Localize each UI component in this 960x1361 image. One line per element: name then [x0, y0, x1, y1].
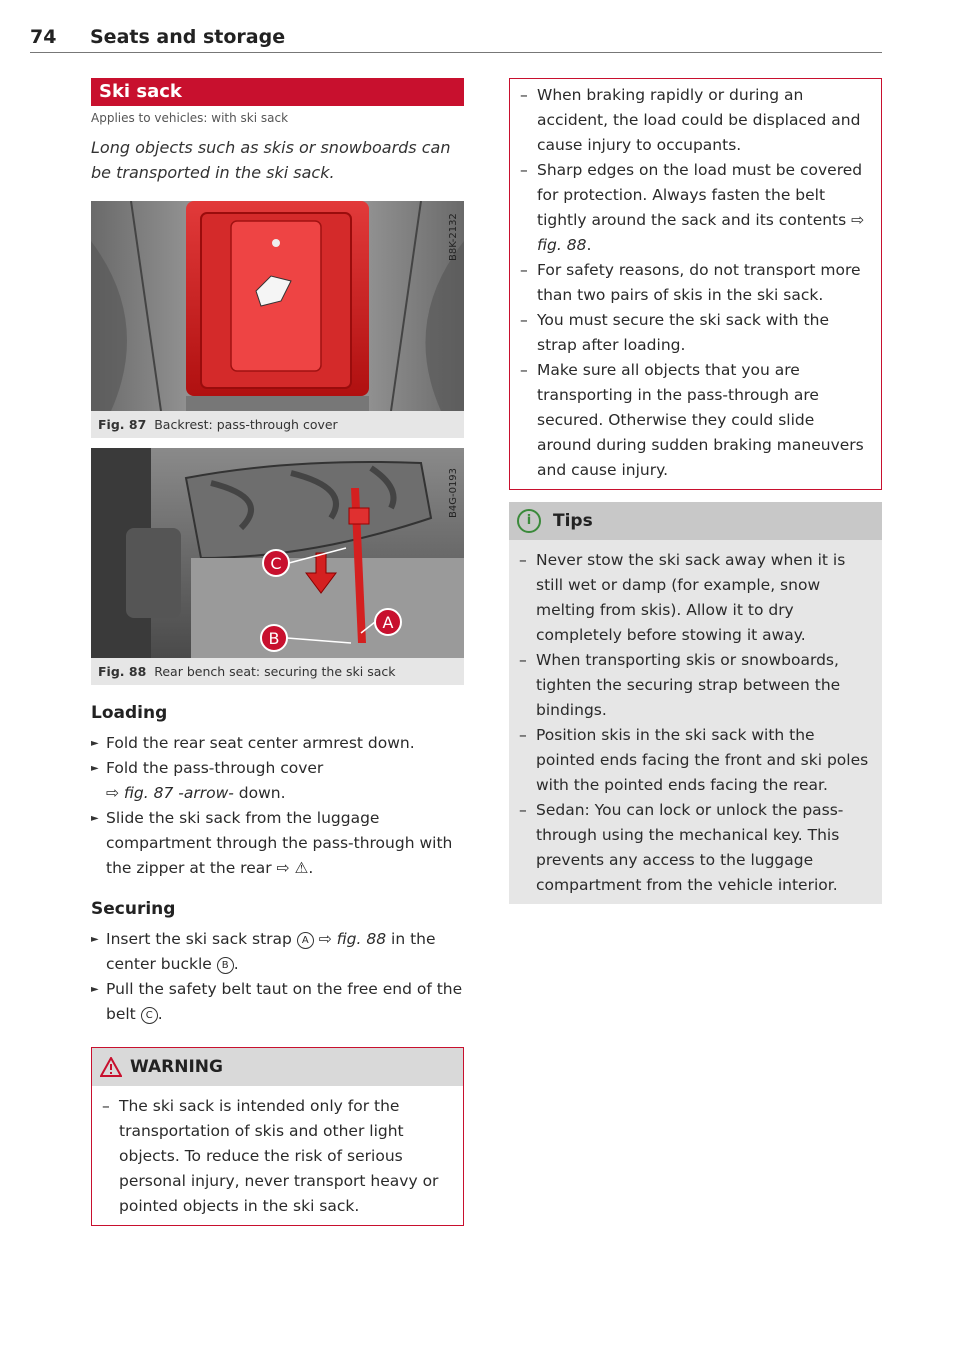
callout-c	[263, 550, 289, 576]
svg-text:A: A	[382, 613, 394, 632]
warning-title: WARNING	[130, 1057, 223, 1077]
warning-item: – For safety reasons, do not transport more than two pairs of skis in the ski sack.	[520, 258, 871, 308]
info-icon: i	[517, 509, 541, 533]
svg-text:B: B	[268, 629, 280, 648]
callout-b	[261, 625, 287, 651]
securing-step-1: ► Insert the ski sack strap A ⇨ fig. 88 in the center buckle B .	[91, 927, 464, 977]
left-column	[91, 78, 464, 1226]
warning-continuation	[509, 78, 882, 490]
callout-a	[375, 609, 401, 635]
warning-list-right	[510, 79, 881, 489]
page-header	[30, 22, 882, 53]
page-number: 74	[30, 26, 57, 48]
securing-step-2: ► Pull the safety belt taut on the free end of the belt C .	[91, 977, 464, 1027]
intro-text: Long objects such as skis or snowboards can be transported in the ski sack.	[91, 138, 451, 182]
fig-88-link[interactable]: ⇨ fig. 88	[537, 211, 865, 254]
securing-steps	[91, 927, 464, 1027]
tip-item: – When transporting skis or snowboards, tighten the securing strap between the bindings.	[519, 648, 872, 723]
fig-88-text: Rear bench seat: securing the ski sack	[154, 664, 396, 679]
tip-item: – Never stow the ski sack away when it is still wet or damp (for example, snow melting from skis). Allow it to dry completely before stowing it away.	[519, 548, 872, 648]
fig-88-code: B4G-0193	[448, 467, 459, 518]
section-title: Seats and storage	[90, 26, 286, 48]
warning-item: – Make sure all objects that you are transporting in the pass-through are secured. Otherwise they could slide around during sudden braking maneuvers and cause injury.	[520, 358, 871, 483]
right-column	[509, 78, 882, 904]
loading-step-2: ► Fold the pass-through cover ⇨ fig. 87 -arrow- down.	[91, 756, 464, 806]
ski-sack-heading: Ski sack	[91, 78, 464, 106]
warning-item: – You must secure the ski sack with the strap after loading.	[520, 308, 871, 358]
tips-title: Tips	[553, 511, 593, 531]
loading-heading: Loading	[91, 703, 168, 723]
loading-steps	[91, 731, 464, 881]
figure-87-caption	[91, 411, 464, 438]
warning-box	[91, 1047, 464, 1226]
pass-through-cover-illustration	[91, 201, 464, 411]
tips-list	[509, 540, 882, 904]
callout-c-ref: C	[141, 1007, 158, 1024]
loading-step-1: ► Fold the rear seat center armrest down.	[91, 731, 464, 756]
fig-88-link[interactable]: ⇨ fig. 88	[313, 930, 387, 948]
tips-header	[509, 502, 882, 540]
fig-87-label: Fig. 87	[98, 417, 147, 432]
warning-item: – When braking rapidly or during an accident, the load could be displaced and cause injury to occupants.	[520, 83, 871, 158]
figure-88-caption	[91, 658, 464, 685]
callout-a-ref: A	[297, 932, 314, 949]
applies-to: Applies to vehicles: with ski sack	[91, 111, 289, 125]
warning-item: – Sharp edges on the load must be covered for protection. Always fasten the belt tightly around the sack and its contents ⇨ fig. 88.	[520, 158, 871, 258]
warning-item: – The ski sack is intended only for the transportation of skis and other light objects. To reduce the risk of serious personal injury, never transport heavy or pointed objects in the ski sack.	[102, 1094, 453, 1219]
warning-icon	[100, 1057, 122, 1077]
securing-heading: Securing	[91, 899, 176, 919]
tips-box	[509, 502, 882, 904]
figure-87	[91, 201, 464, 438]
rear-bench-ski-sack-illustration	[91, 448, 464, 658]
fig-87-text: Backrest: pass-through cover	[154, 417, 338, 432]
fig-88-label: Fig. 88	[98, 664, 147, 679]
callout-b-ref: B	[217, 957, 234, 974]
tip-item: – Position skis in the ski sack with the pointed ends facing the front and ski poles with the pointed ends facing the rear.	[519, 723, 872, 798]
fig-87-link[interactable]: ⇨ fig. 87 -arrow-	[106, 784, 234, 802]
loading-step-3: ► Slide the ski sack from the luggage compartment through the pass-through with the zipper at the rear ⇨ ⚠.	[91, 806, 464, 881]
warning-list-left	[92, 1086, 463, 1225]
fig-87-code: B8K-2132	[448, 213, 459, 261]
tip-item: – Sedan: You can lock or unlock the pass-through using the mechanical key. This prevents any access to the luggage compartment from the vehicle interior.	[519, 798, 872, 898]
svg-text:C: C	[270, 554, 282, 573]
figure-88	[91, 448, 464, 685]
warning-header	[92, 1048, 463, 1086]
